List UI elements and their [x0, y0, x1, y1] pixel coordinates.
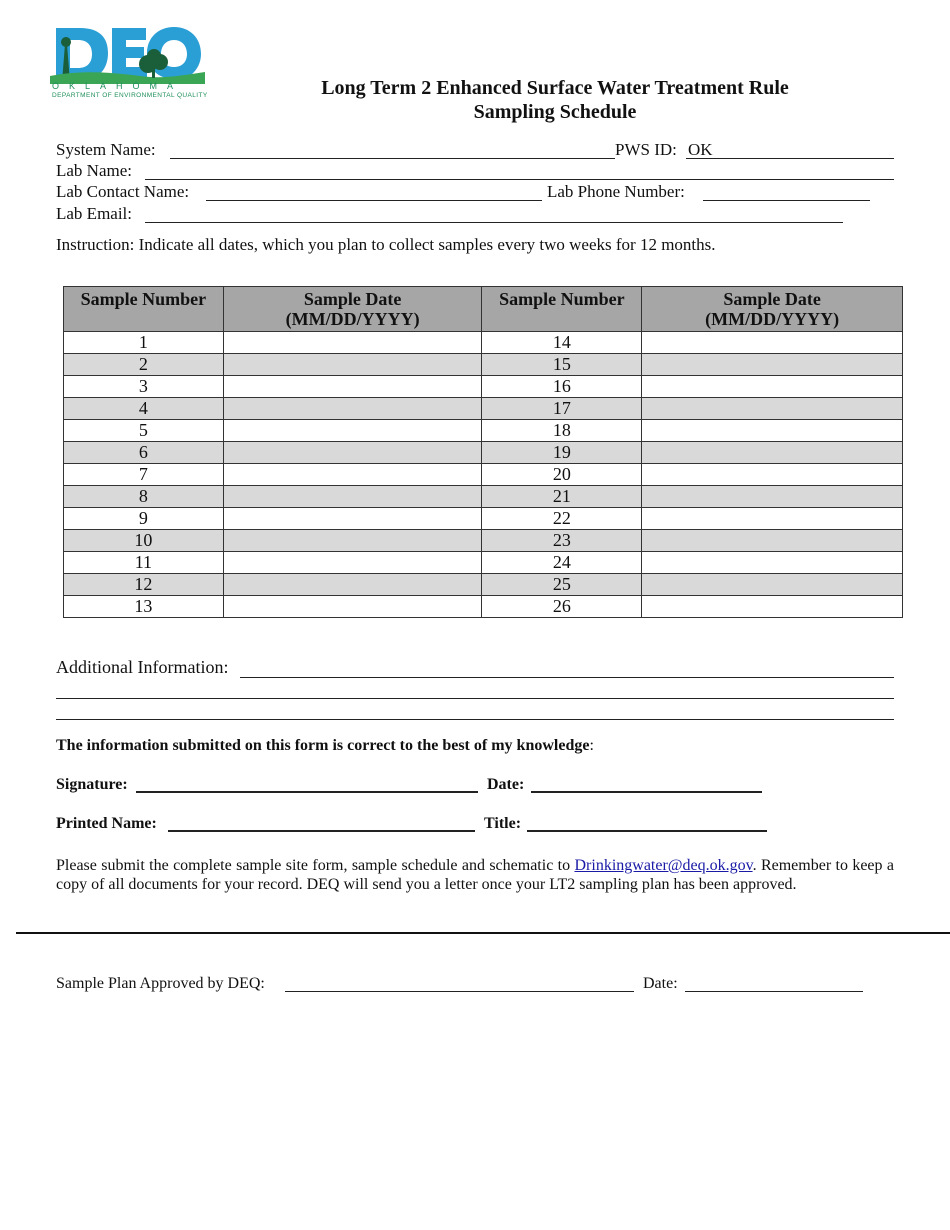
additional-info-label: Additional Information:	[56, 657, 229, 677]
lab-contact-name-label: Lab Contact Name:	[56, 182, 190, 201]
sample-number-cell: 2	[64, 354, 224, 376]
sample-date-cell[interactable]	[223, 398, 482, 420]
sample-number-cell: 22	[482, 508, 642, 530]
additional-info-field-1[interactable]	[240, 677, 894, 678]
deq-approval-date-label: Date:	[643, 975, 678, 992]
sample-date-cell[interactable]	[642, 398, 903, 420]
sample-number-cell: 13	[64, 596, 224, 618]
sample-number-cell: 17	[482, 398, 642, 420]
page-subtitle: Sampling Schedule	[473, 101, 637, 123]
table-row	[64, 552, 903, 574]
signature-field[interactable]	[136, 791, 478, 793]
title-field[interactable]	[527, 830, 767, 832]
sample-date-cell[interactable]	[642, 332, 903, 354]
sample-number-cell: 15	[482, 354, 642, 376]
table-row	[64, 442, 903, 464]
logo-department-text: DEPARTMENT OF ENVIRONMENTAL QUALITY	[52, 92, 208, 99]
lab-contact-name-field[interactable]	[206, 200, 542, 201]
sample-date-cell[interactable]	[642, 596, 903, 618]
sample-number-cell: 19	[482, 442, 642, 464]
sample-date-cell[interactable]	[642, 376, 903, 398]
printed-name-field[interactable]	[168, 830, 475, 832]
lab-name-label: Lab Name:	[56, 161, 132, 180]
sample-number-cell: 14	[482, 332, 642, 354]
sample-date-cell[interactable]	[223, 332, 482, 354]
sample-number-cell: 16	[482, 376, 642, 398]
sample-date-cell[interactable]	[642, 442, 903, 464]
instruction-text: Instruction: Indicate all dates, which you plan to collect samples every two weeks for 12 months.	[56, 235, 716, 254]
sample-date-cell[interactable]	[223, 508, 482, 530]
sample-date-cell[interactable]	[642, 552, 903, 574]
lab-email-label: Lab Email:	[56, 204, 133, 223]
sample-date-cell[interactable]	[223, 486, 482, 508]
sample-date-cell[interactable]	[223, 376, 482, 398]
sample-date-cell[interactable]	[223, 354, 482, 376]
table-row	[64, 486, 903, 508]
table-row	[64, 354, 903, 376]
sample-date-cell[interactable]	[223, 442, 482, 464]
table-row	[64, 376, 903, 398]
sample-number-cell: 4	[64, 398, 224, 420]
printed-name-label: Printed Name:	[56, 815, 157, 832]
sample-number-cell: 1	[64, 332, 224, 354]
submission-instructions: Please submit the complete sample site form, sample schedule and schematic to Drinkingwater@deq.ok.gov. Remember to keep a copy of all documents for your record. DEQ will send you a letter once your LT2 sampling plan has been approved.	[56, 857, 895, 893]
sample-date-cell[interactable]	[223, 530, 482, 552]
additional-info-field-2[interactable]	[56, 698, 894, 699]
table-header-row	[64, 287, 903, 332]
logo-state-text: OKLAHOMA	[52, 81, 184, 91]
page-title: Long Term 2 Enhanced Surface Water Treatment Rule	[321, 77, 789, 99]
sample-date-cell[interactable]	[223, 596, 482, 618]
header-sample-date-left: Sample Date (MM/DD/YYYY)	[223, 287, 482, 332]
sample-number-cell: 26	[482, 596, 642, 618]
signature-date-label: Date:	[487, 776, 525, 793]
system-name-field[interactable]	[170, 158, 615, 159]
table-row	[64, 596, 903, 618]
deq-approval-date-field[interactable]	[685, 991, 863, 992]
header-sample-number-left: Sample Number	[64, 287, 224, 332]
sample-date-cell[interactable]	[642, 354, 903, 376]
sample-number-cell: 25	[482, 574, 642, 596]
lab-name-field[interactable]	[145, 179, 894, 180]
pws-id-field[interactable]	[686, 158, 894, 159]
sample-date-cell[interactable]	[642, 508, 903, 530]
sample-number-cell: 9	[64, 508, 224, 530]
sample-date-cell[interactable]	[642, 530, 903, 552]
signature-date-field[interactable]	[531, 791, 762, 793]
table-row	[64, 508, 903, 530]
lab-phone-field[interactable]	[703, 200, 870, 201]
sample-number-cell: 3	[64, 376, 224, 398]
header-sample-number-right: Sample Number	[482, 287, 642, 332]
sample-number-cell: 12	[64, 574, 224, 596]
sample-number-cell: 5	[64, 420, 224, 442]
sample-date-cell[interactable]	[223, 464, 482, 486]
sample-number-cell: 21	[482, 486, 642, 508]
sample-number-cell: 18	[482, 420, 642, 442]
deq-approval-field[interactable]	[285, 991, 634, 992]
sample-date-cell[interactable]	[642, 464, 903, 486]
lab-phone-label: Lab Phone Number:	[547, 182, 685, 201]
deq-logo-mark	[50, 24, 205, 84]
additional-info-field-3[interactable]	[56, 719, 894, 720]
lab-email-field[interactable]	[145, 222, 843, 223]
sample-number-cell: 11	[64, 552, 224, 574]
table-row	[64, 398, 903, 420]
sample-number-cell: 20	[482, 464, 642, 486]
pws-id-value: OK	[688, 140, 713, 159]
sample-number-cell: 24	[482, 552, 642, 574]
system-name-label: System Name:	[56, 140, 156, 159]
table-row	[64, 420, 903, 442]
sample-number-cell: 7	[64, 464, 224, 486]
sample-number-cell: 10	[64, 530, 224, 552]
signature-label: Signature:	[56, 776, 128, 793]
deq-approval-label: Sample Plan Approved by DEQ:	[56, 975, 265, 992]
sample-number-cell: 8	[64, 486, 224, 508]
sample-number-cell: 23	[482, 530, 642, 552]
sample-date-cell[interactable]	[642, 486, 903, 508]
title-label: Title:	[484, 815, 522, 832]
sample-date-cell[interactable]	[642, 420, 903, 442]
sample-date-cell[interactable]	[642, 574, 903, 596]
sample-date-cell[interactable]	[223, 552, 482, 574]
sample-date-cell[interactable]	[223, 574, 482, 596]
sample-date-cell[interactable]	[223, 420, 482, 442]
sample-number-cell: 6	[64, 442, 224, 464]
pws-id-label: PWS ID:	[615, 140, 677, 159]
drinkingwater-email-link[interactable]: Drinkingwater@deq.ok.gov	[574, 857, 753, 874]
table-row	[64, 332, 903, 354]
table-row	[64, 530, 903, 552]
table-row	[64, 464, 903, 486]
section-divider	[16, 932, 950, 934]
certification-statement: The information submitted on this form is correct to the best of my knowledge:	[56, 737, 594, 754]
sampling-schedule-table	[63, 286, 903, 618]
table-row	[64, 574, 903, 596]
header-sample-date-right: Sample Date (MM/DD/YYYY)	[642, 287, 903, 332]
